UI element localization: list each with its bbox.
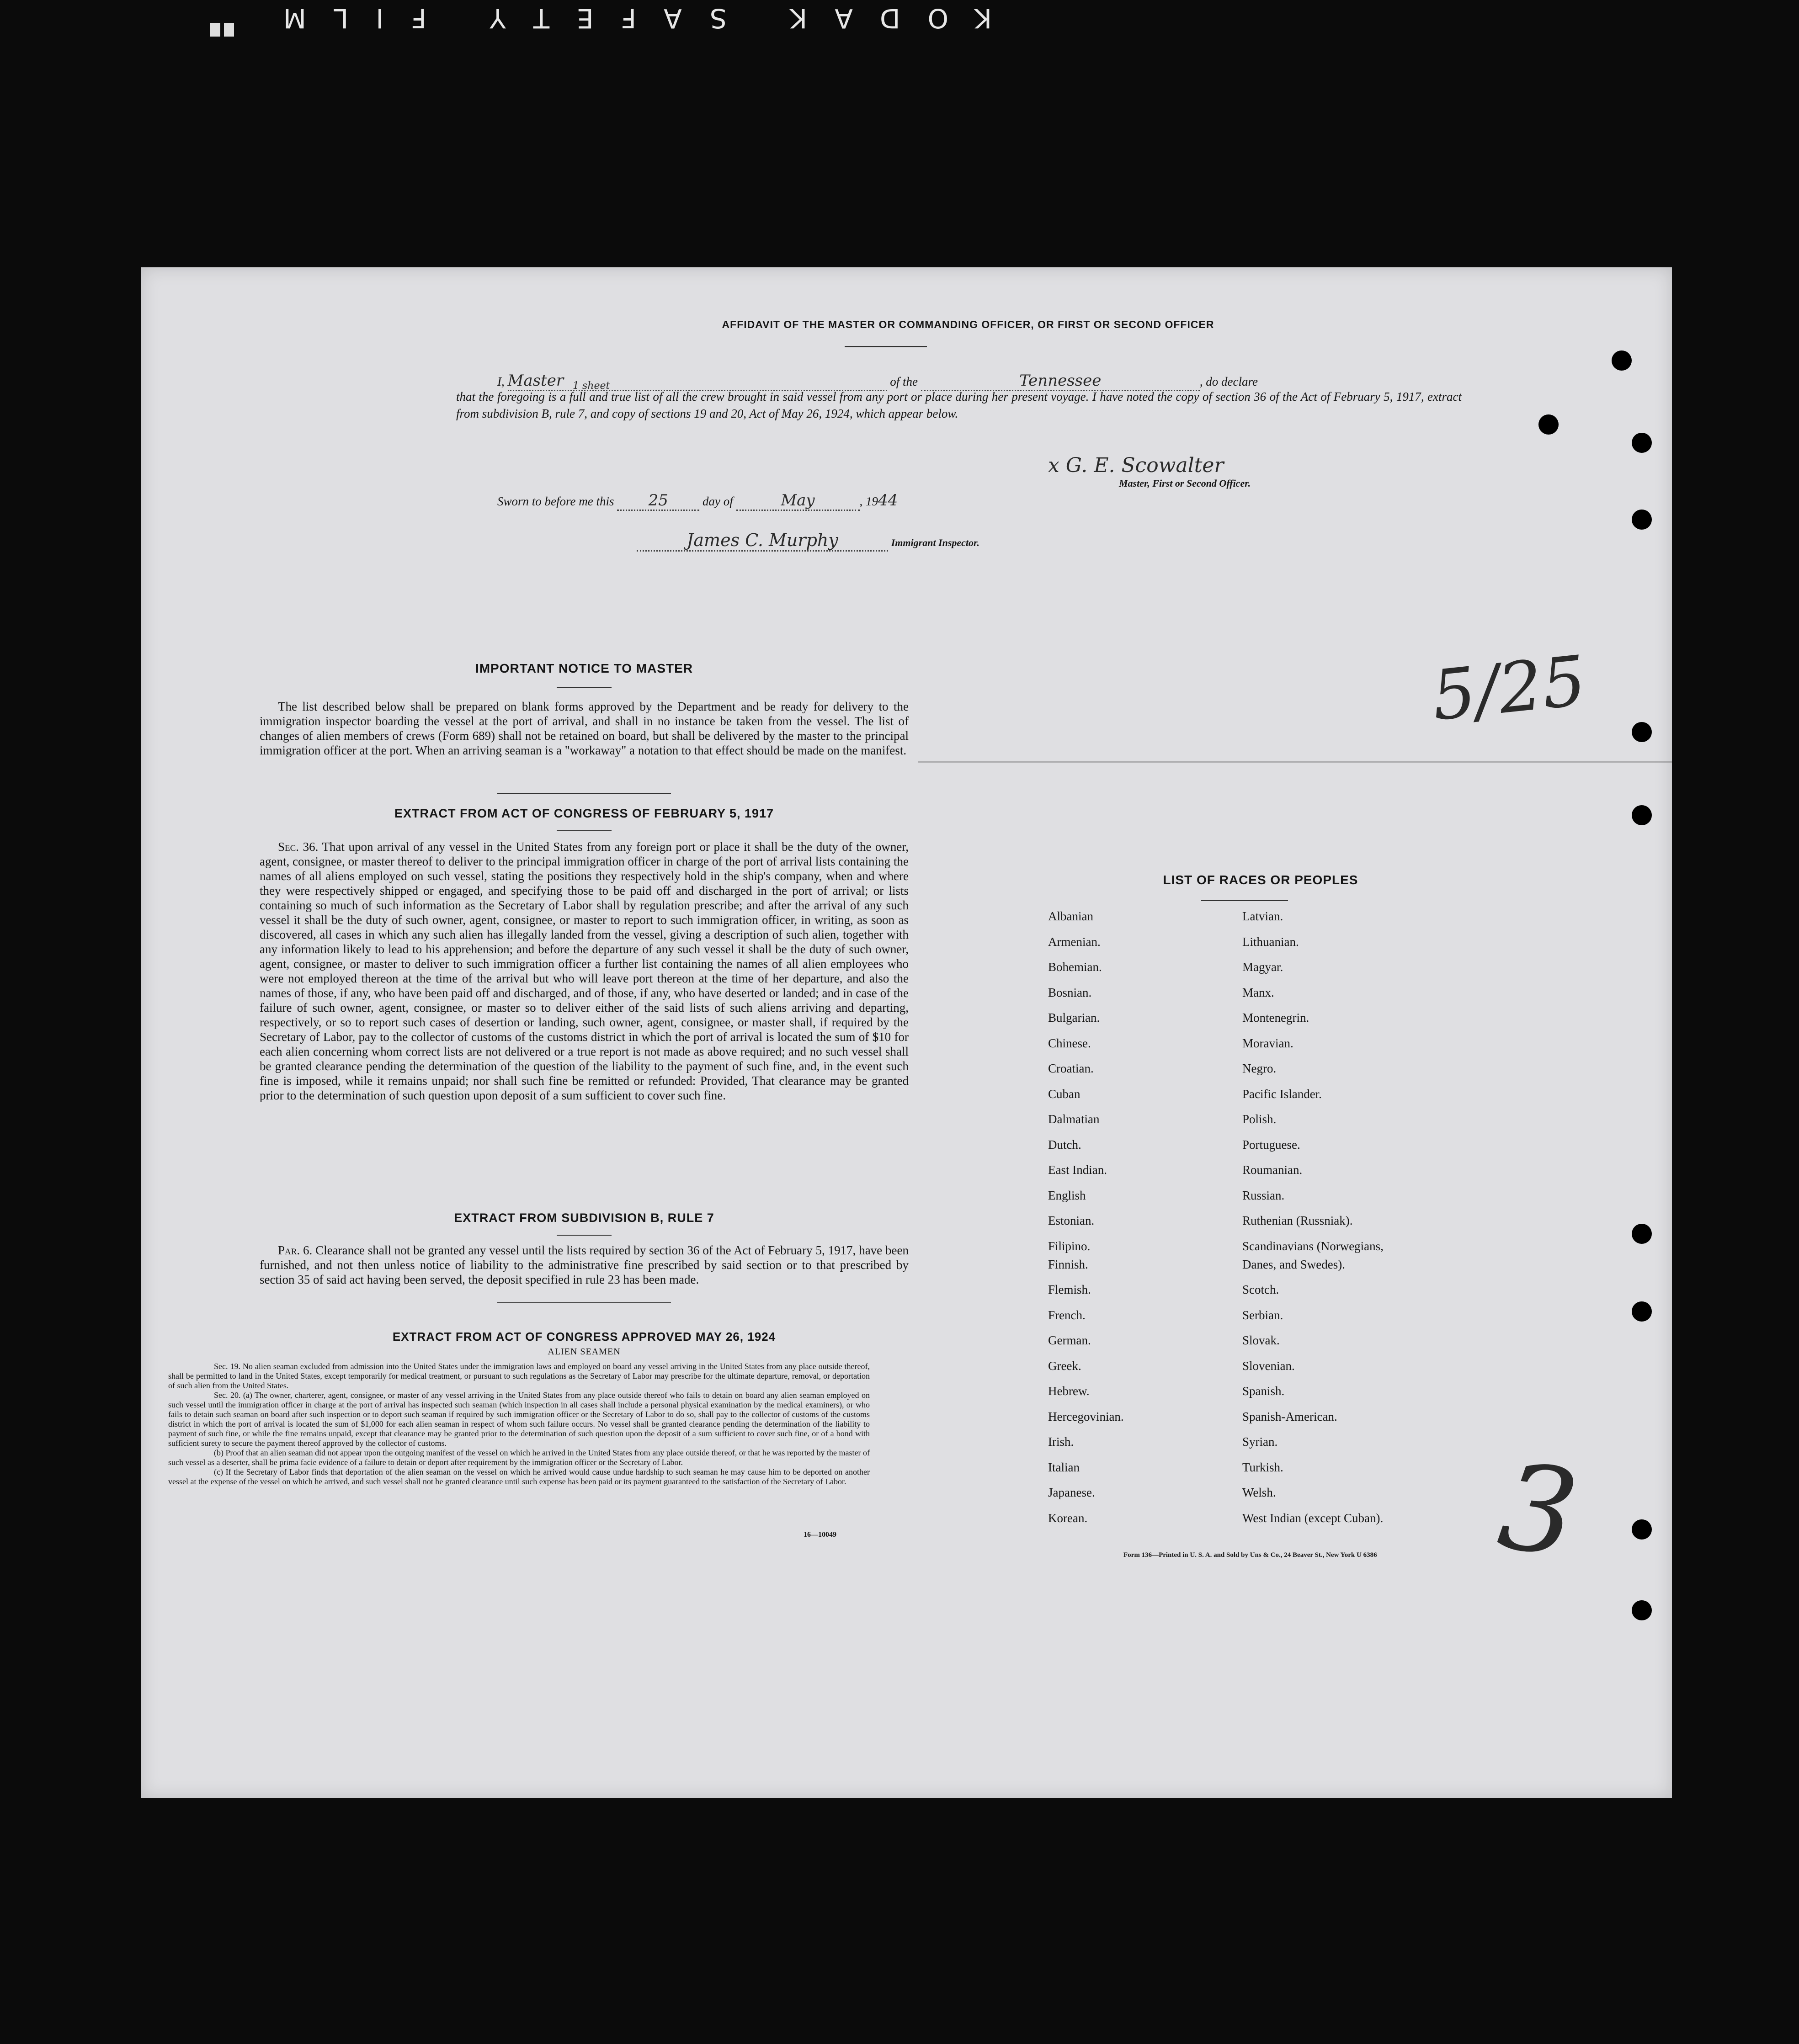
document-page (141, 267, 1672, 1798)
race-name-right: Lithuanian. (1242, 934, 1299, 949)
sec-20a-text: Sec. 20. (a) The owner, charterer, agent, consignee, or master of any vessel arriving in the United States from any place outside thereof who fails to detain on board any alien seaman employed on such vessel until the immigration officer in charge at the port of arrival has inspected such seaman (which inspection in all cases shall include a personal physical examination by the medical examiners), or who fails to detain such seaman on board after such inspection or to deport such seaman if required by such immigration officer or the Secretary of Labor to do so, shall pay to the collector of customs of the customs district in which the port of arrival is located the sum of $1,000 for each alien seaman in respect of whom such failure occurs. No vessel shall be granted clearance pending the determination of the liability to payment of such fine, or while the fine remains unpaid, except that clearance may be granted prior to the determination of such question upon the deposit of a sum sufficient to cover such fine, or of a bond with sufficient surety to secure the payment thereof approved by the collector of customs. (168, 1391, 870, 1448)
declare-mid: of the (890, 375, 918, 388)
race-name-left: East Indian. (1048, 1163, 1107, 1177)
par-6-text: Clearance shall not be granted any vessel until the lists required by section 36 of the Act of February 5, 1917, have been furnished, and not then unless notice of liability to the administrative fine prescribed by said section or to that prescribed by section 35 of said act having been served, the deposit specified in rule 23 has been made. (260, 1243, 909, 1286)
race-name-left: Albanian (1048, 909, 1093, 923)
race-name-right: Negro. (1242, 1062, 1277, 1075)
sec-36-label: Sec. 36. (278, 840, 319, 854)
race-name-right: Spanish. (1242, 1384, 1285, 1398)
race-name-left: Estonian. (1048, 1214, 1095, 1227)
sworn-day-field: 25 (617, 491, 699, 511)
rule-7-rule (557, 1235, 612, 1236)
punch-hole (1632, 1519, 1652, 1540)
film-edge-text: KODAK SAFETY FILM (256, 3, 992, 34)
race-name-right: Portuguese. (1242, 1137, 1300, 1152)
sworn-month-field: May (736, 491, 860, 511)
sworn-year-field: 44 (878, 491, 898, 510)
race-name-left: Armenian. (1048, 934, 1101, 949)
extract-1924-title: EXTRACT FROM ACT OF CONGRESS APPROVED MAY 26, 1924 (392, 1330, 776, 1343)
handwritten-page-number: 3 (1491, 1437, 1586, 1585)
race-name-left: Bohemian. (1048, 960, 1102, 974)
races-rule (1201, 900, 1288, 901)
race-name-right: Scotch. (1242, 1283, 1279, 1296)
master-signature: x G. E. Scowalter (1048, 454, 1224, 477)
race-name-left: Dalmatian (1048, 1112, 1100, 1126)
sec-36-text: That upon arrival of any vessel in the United States from any foreign port or place it shall be the duty of the owner, agent, consignee, or master thereof to deliver to the principal immigration officer in charge of the port of arrival lists containing the names of all aliens employed on such vessel, stating the positions they respectively hold in the ship's company, when and where they were respectively shipped or engaged, and specifying those to be paid off and discharged in the port of arrival; or lists containing so much of such information as the Secretary of Labor shall by regulation prescribe; and after the arrival of any such vessel it shall be the duty of such owner, agent, consignee, or master to report to such immigration officer, in writing, as soon as discovered, all cases in which any such alien has illegally landed from the vessel, giving a description of such alien, together with any information likely to lead to his apprehension; and before the departure of any such vessel it shall be the duty of such owner, agent, consignee, or master to deliver to such immigration officer a further list containing the names of all alien employees who were not employed thereon at the time of the arrival but who will leave port thereon at the time of her departure, and also the names of those, if any, who have been paid off and discharged, and of those, if any, who have deserted or landed; and in case of the failure of such owner, agent, consignee, or master so to deliver either of the said lists of such aliens arriving and departing, respectively, or so to report such cases of desertion or landing, such owner, agent, consignee, or master shall, if required by the Secretary of Labor, pay to the collector of customs of the customs district in which the port of arrival is located the sum of $10 for each alien concerning whom correct lists are not delivered or a true report is not made as above required; and no such vessel shall be granted clearance pending the determination of the question of the liability to the payment of such fine, and, in the event such fine is imposed, while it remains unpaid; nor shall such fine be remitted or refunded: Provided, That clearance may be granted prior to the determination of such question upon deposit of a sum sufficient to cover such fine. (260, 840, 909, 1102)
sec-19-text: Sec. 19. No alien seaman excluded from admission into the United States under the immigration laws and employed on board any vessel arriving in the United States from any place outside thereof, shall be permitted to land in the United States, except temporarily for medical treatment, or pursuant to such regulations as the Secretary of Labor may prescribe for the ultimate departure, removal, or deportation of such alien from the United States. (168, 1362, 870, 1390)
race-row (1048, 1138, 1439, 1163)
section-divider (497, 1302, 671, 1303)
race-row (1048, 960, 1439, 986)
race-row (1048, 1189, 1439, 1214)
film-perforation-marks (210, 12, 238, 43)
race-row (1048, 1384, 1439, 1410)
race-name-left: Italian (1048, 1460, 1080, 1474)
inspector-caption: Immigrant Inspector. (891, 537, 979, 548)
rule-7-body (260, 1243, 909, 1287)
race-name-left: Hebrew. (1048, 1384, 1090, 1398)
races-table (1048, 909, 1439, 1536)
race-name-right: Syrian. (1242, 1435, 1278, 1449)
race-row (1048, 1112, 1439, 1138)
race-name-right: Welsh. (1242, 1486, 1276, 1499)
race-row (1048, 935, 1439, 961)
rule-7-title: EXTRACT FROM SUBDIVISION B, RULE 7 (454, 1211, 714, 1225)
vessel-name-field: Tennessee (921, 372, 1200, 391)
race-name-left: French. (1048, 1308, 1086, 1322)
race-row (1048, 1011, 1439, 1036)
form-code: 16—10049 (804, 1531, 836, 1539)
punch-hole (1632, 722, 1652, 742)
race-name-right: Turkish. (1242, 1460, 1283, 1474)
sworn-prefix: Sworn to before me this (497, 494, 614, 508)
race-name-right: Pacific Islander. (1242, 1087, 1322, 1101)
notice-title: IMPORTANT NOTICE TO MASTER (475, 661, 693, 675)
race-row (1048, 1308, 1439, 1334)
sworn-year-prefix: , 19 (859, 494, 878, 508)
race-row (1048, 1410, 1439, 1435)
race-row (1048, 1087, 1439, 1113)
race-name-left: Dutch. (1048, 1137, 1081, 1152)
race-name-right: Roumanian. (1242, 1163, 1303, 1177)
race-name-right: Magyar. (1242, 960, 1283, 974)
race-name-right: Russian. (1242, 1188, 1285, 1202)
sec-20c-text: (c) If the Secretary of Labor finds that deportation of the alien seaman on the vessel on which he arrived would cause undue hardship to such seaman he may cause him to be deported on another vessel at the expense of the vessel on which he arrived, and such vessel shall not be granted clearance until such expense has been paid or its payment guaranteed to the satisfaction of the Secretary of Labor. (168, 1467, 870, 1486)
extract-1924-body (168, 1362, 870, 1487)
punch-hole (1632, 510, 1652, 530)
race-name-right: Scandinavians (Norwegians, (1242, 1239, 1384, 1253)
sec-20b-text: (b) Proof that an alien seaman did not appear upon the outgoing manifest of the vessel on which he arrived in the United States from any place outside thereof, or that he was reported by the master of such vessel as a deserter, shall be prima facie evidence of a failure to detain or deport after requirement by the immigration officer or the Secretary of Labor. (168, 1448, 870, 1467)
race-row (1048, 986, 1439, 1011)
section-divider (497, 793, 671, 794)
race-name-left: Irish. (1048, 1435, 1074, 1449)
inspector-line (637, 530, 979, 552)
race-name-left: Flemish. (1048, 1283, 1091, 1296)
title-rule (845, 346, 927, 347)
punch-hole (1612, 350, 1632, 371)
extract-1924-subtitle: ALIEN SEAMEN (548, 1347, 621, 1357)
race-name-right: Serbian. (1242, 1308, 1283, 1322)
sworn-mid: day of (703, 494, 733, 508)
race-name-right: Spanish-American. (1242, 1409, 1337, 1423)
race-name-left: Croatian. (1048, 1062, 1094, 1075)
race-row (1048, 1511, 1439, 1537)
extract-1917-title: EXTRACT FROM ACT OF CONGRESS OF FEBRUARY 5, 1917 (394, 807, 774, 820)
race-row (1048, 1486, 1439, 1511)
par-6-label: Par. 6. (278, 1243, 313, 1257)
punch-hole (1632, 805, 1652, 825)
inspector-signature: James C. Murphy (637, 530, 888, 552)
race-row (1048, 1460, 1439, 1486)
race-name-left: German. (1048, 1333, 1091, 1347)
punch-hole (1632, 1224, 1652, 1244)
race-name-left: Greek. (1048, 1359, 1081, 1373)
race-row (1048, 1036, 1439, 1062)
race-name-left: Japanese. (1048, 1486, 1095, 1499)
notice-body: The list described below shall be prepared on blank forms approved by the Department and be ready for delivery to the immigration inspector boarding the vessel at the port of arrival, and shall in no instance be taken from the vessel. The list of changes of alien members of crews (Form 689) shall not be retained on board, but shall be delivered by the master to the principal immigration officer at the port. When an arriving seaman is a "workaway" a notation to that effect should be made on the manifest. (260, 700, 909, 757)
race-name-right: Ruthenian (Russniak). (1242, 1214, 1353, 1227)
race-row (1048, 1283, 1439, 1308)
race-name-left: Filipino. (1048, 1239, 1091, 1253)
race-name-right: Slovenian. (1242, 1359, 1295, 1373)
race-name-left: English (1048, 1188, 1086, 1202)
affidavit-title: AFFIDAVIT OF THE MASTER OR COMMANDING OFFICER, OR FIRST OR SECOND OFFICER (722, 319, 1214, 330)
race-row (1048, 1435, 1439, 1460)
handwritten-date: 5/25 (1428, 641, 1590, 737)
race-name-right: Slovak. (1242, 1333, 1280, 1347)
race-name-left: Bulgarian. (1048, 1011, 1100, 1025)
races-title: LIST OF RACES OR PEOPLES (1163, 873, 1358, 887)
race-name-left: Hercegovinian. (1048, 1409, 1124, 1423)
race-name-right: Polish. (1242, 1112, 1277, 1126)
race-name-right: Manx. (1242, 985, 1274, 999)
handwritten-insertion: 1 sheet (573, 380, 610, 392)
race-name-left: Cuban (1048, 1087, 1080, 1101)
race-name-right: Danes, and Swedes). (1242, 1257, 1345, 1271)
signature-caption: Master, First or Second Officer. (1119, 478, 1251, 489)
race-row (1048, 1163, 1439, 1189)
extract-1917-body (260, 839, 909, 1103)
declare-suffix: , do declare (1199, 375, 1258, 388)
page-fold-line (918, 761, 1672, 763)
race-row (1048, 909, 1439, 935)
race-name-left: Finnish. (1048, 1257, 1088, 1271)
race-row (1048, 1359, 1439, 1385)
race-name-right: Montenegrin. (1242, 1011, 1309, 1025)
master-name-field: Master (508, 372, 887, 391)
race-name-left: Chinese. (1048, 1036, 1091, 1050)
race-name-right: West Indian (except Cuban). (1242, 1511, 1384, 1525)
race-row (1048, 1214, 1439, 1239)
race-name-right: Moravian. (1242, 1036, 1293, 1050)
film-edge-marking (0, 0, 1799, 37)
race-name-left: Bosnian. (1048, 985, 1092, 999)
race-name-left: Korean. (1048, 1511, 1088, 1525)
affidavit-body: that the foregoing is a full and true list of all the crew brought in said vessel from any port or place during her present voyage. I have noted the copy of section 36 of the Act of February 5, 1917, extract from subdivision B, rule 7, and copy of sections 19 and 20, Act of May 26, 1924, which appear below. (456, 390, 1462, 420)
race-row (1048, 1333, 1439, 1359)
printer-form-note: Form 136—Printed in U. S. A. and Sold by Uns & Co., 24 Beaver St., New York U 6386 (1123, 1551, 1377, 1559)
punch-hole (1632, 1600, 1652, 1620)
race-row (1048, 1239, 1439, 1258)
punch-hole (1538, 414, 1559, 435)
race-name-right: Latvian. (1242, 909, 1283, 923)
race-row (1048, 1258, 1439, 1283)
notice-rule (557, 687, 612, 688)
declare-prefix: I, (497, 375, 505, 388)
sworn-line (497, 491, 1183, 511)
race-row (1048, 1062, 1439, 1087)
extract-1917-rule (557, 830, 612, 831)
punch-hole (1632, 1301, 1652, 1322)
punch-hole (1632, 433, 1652, 453)
